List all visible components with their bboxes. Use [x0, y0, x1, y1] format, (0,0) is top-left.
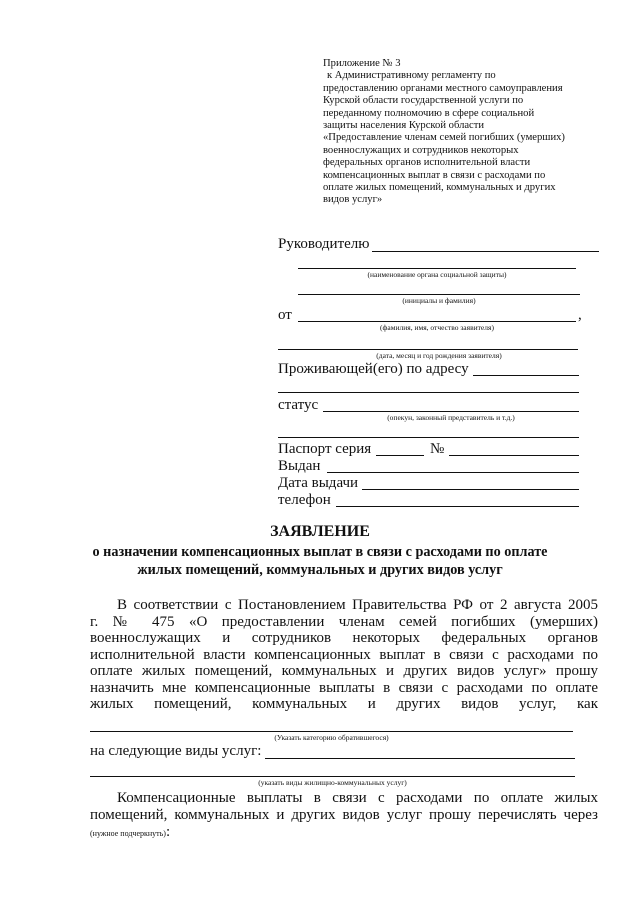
annex-line: компенсационных выплат в связи с расходами по — [323, 169, 546, 181]
passport-label: Паспорт серия — [278, 441, 372, 457]
passport-number-sign: № — [430, 441, 445, 457]
residence-label: Проживающей(его) по адресу — [278, 361, 469, 377]
birth-date-caption: (дата, месяц и год рождения заявителя) — [376, 351, 502, 360]
statement-subtitle: о назначении компенсационных выплат в связи с расходами по оплате — [92, 544, 548, 560]
annex-line: защиты населения Курской области — [323, 120, 485, 132]
passport-series-field[interactable] — [376, 455, 424, 456]
from-comma: , — [578, 307, 582, 323]
annex-block — [323, 58, 603, 207]
phone-field[interactable] — [336, 506, 579, 507]
residence-field-2[interactable] — [278, 392, 579, 393]
annex-line: предоставлению органами местного самоуправления — [323, 82, 563, 94]
org-name-field[interactable] — [298, 268, 576, 269]
issue-date-label: Дата выдачи — [278, 475, 359, 491]
paragraph-line: жилых помещений, коммунальных и других видов услуг, как — [90, 696, 598, 712]
statement-subtitle: жилых помещений, коммунальных и других видов услуг — [137, 562, 503, 578]
extra-field[interactable] — [278, 437, 579, 438]
status-field[interactable] — [323, 411, 579, 412]
paragraph-line: исполнительной власти компенсационных выплат в связи с расходами по — [90, 646, 598, 663]
paragraph-line: г. № 475 «О предоставлении членам семей погибших (умерших) — [90, 613, 598, 630]
annex-line: «Предоставление членам семей погибших (умерших) — [323, 132, 565, 144]
from-label: от — [278, 307, 292, 323]
statement-title: ЗАЯВЛЕНИЕ — [270, 523, 370, 540]
paragraph-line: помещений, коммунальных и других видов услуг прошу перечислять через — [90, 806, 598, 823]
issue-date-field[interactable] — [362, 489, 579, 490]
services-field-2[interactable] — [90, 776, 575, 777]
category-field[interactable] — [90, 731, 573, 732]
to-label: Руководителю — [278, 236, 370, 252]
initials-caption: (инициалы и фамилия) — [402, 296, 476, 305]
annex-line: военнослужащих и сотрудников некоторых — [323, 144, 519, 156]
annex-title: Приложение № 3 — [323, 58, 401, 69]
payment-note: (нужное подчеркнуть) — [90, 829, 166, 838]
issued-field[interactable] — [327, 472, 579, 473]
annex-line: переданному полномочию в сфере социальной — [323, 107, 535, 119]
paragraph-line: оплате жилых помещений, коммунальных и других видов услуг» прошу — [90, 663, 598, 679]
status-label: статус — [278, 397, 319, 413]
annex-line: Курской области государственной услуги по — [323, 95, 524, 107]
category-caption: (Указать категорию обратившегося) — [274, 733, 389, 742]
residence-field[interactable] — [473, 375, 579, 376]
paragraph-line: В соответствии с Постановлением Правительства РФ от 2 августа 2005 — [117, 597, 598, 613]
statement-paragraph — [90, 597, 598, 713]
annex-line: к Административному регламенту по — [327, 70, 496, 82]
payment-note-line — [90, 824, 170, 842]
payment-paragraph — [90, 790, 598, 823]
paragraph-line: назначить мне компенсационные выплаты в связи с расходами по оплате — [90, 679, 598, 696]
status-caption: (опекун, законный представитель и т.д.) — [387, 413, 515, 422]
annex-line: видов услуг» — [323, 194, 383, 206]
birth-date-field[interactable] — [278, 349, 578, 350]
services-caption: (указать виды жилищно-коммунальных услуг) — [258, 778, 407, 787]
paragraph-line: Компенсационные выплаты в связи с расходами по оплате жилых — [117, 790, 598, 806]
services-field[interactable] — [265, 758, 575, 759]
org-name-caption: (наименование органа социальной защиты) — [367, 270, 507, 279]
issued-label: Выдан — [278, 458, 321, 474]
annex-line: федеральных органов исполнительной власти — [323, 157, 531, 169]
phone-label: телефон — [278, 492, 331, 508]
paragraph-line: военнослужащих и сотрудников некоторых федеральных органов — [90, 630, 598, 646]
passport-number-field[interactable] — [449, 455, 579, 456]
to-field[interactable] — [372, 251, 599, 252]
services-label: на следующие виды услуг: — [90, 743, 262, 759]
initials-field[interactable] — [298, 294, 580, 295]
payment-colon: : — [165, 824, 171, 840]
annex-line: оплате жилых помещений, коммунальных и других — [323, 182, 556, 194]
applicant-name-field[interactable] — [298, 321, 576, 322]
applicant-name-caption: (фамилия, имя, отчество заявителя) — [380, 323, 494, 332]
